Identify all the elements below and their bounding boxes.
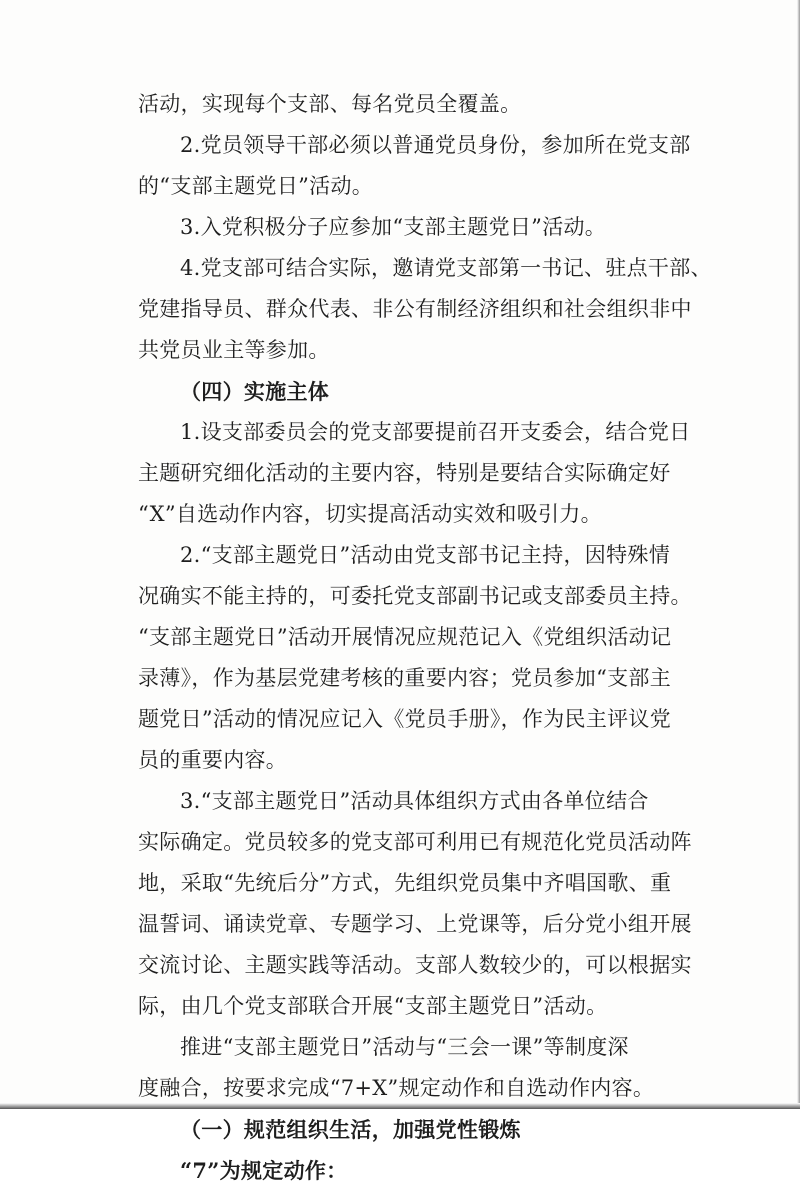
text-line: 录薄》，作为基层党建考核的重要内容；党员参加“支部主 (138, 666, 672, 690)
text-line: 度融合，按要求完成“7+X”规定动作和自选动作内容。 (138, 1076, 655, 1100)
section-heading: （四）实施主体 (180, 379, 330, 404)
text-line: 地，采取“先统后分”方式，先组织党员集中齐唱国歌、重 (138, 871, 672, 895)
document-body (138, 84, 712, 1191)
text-line: 3.入党积极分子应参加“支部主题党日”活动。 (180, 215, 607, 239)
text-line: 况确实不能主持的，可委托党支部副书记或支部委员主持。 (138, 584, 692, 608)
text-line: 4.党支部可结合实际，邀请党支部第一书记、驻点干部、 (180, 256, 712, 280)
text-line: 题党日”活动的情况应记入《党员手册》，作为民主评议党 (138, 707, 672, 731)
text-line: 活动，实现每个支部、每名党员全覆盖。 (138, 92, 522, 116)
text-line: “支部主题党日”活动开展情况应规范记入《党组织活动记 (138, 625, 672, 649)
text-line: 员的重要内容。 (138, 748, 288, 772)
text-line: 2.党员领导干部必须以普通党员身份，参加所在党支部 (180, 133, 691, 157)
section-heading: “7”为规定动作： (180, 1158, 348, 1183)
text-line: 主题研究细化活动的主要内容，特别是要结合实际确定好 (138, 461, 671, 485)
text-line: 党建指导员、群众代表、非公有制经济组织和社会组织非中 (138, 297, 692, 321)
section-heading: （一）规范组织生活，加强党性锻炼 (180, 1117, 521, 1142)
text-line: 3.“支部主题党日”活动具体组织方式由各单位结合 (180, 789, 649, 813)
text-line: 际，由几个党支部联合开展“支部主题党日”活动。 (138, 994, 608, 1018)
scan-edge-bottom (0, 1103, 800, 1109)
text-line: 温誓词、诵读党章、专题学习、上党课等，后分党小组开展 (138, 912, 692, 936)
text-line: 实际确定。党员较多的党支部可利用已有规范化党员活动阵 (138, 830, 692, 854)
text-line: 1.设支部委员会的党支部要提前召开支委会，结合党日 (180, 420, 691, 444)
text-line: 的“支部主题党日”活动。 (138, 174, 374, 198)
text-line: 共党员业主等参加。 (138, 338, 330, 362)
text-line: 2.“支部主题党日”活动由党支部书记主持，因特殊情 (180, 543, 671, 567)
text-line: 推进“支部主题党日”活动与“三会一课”等制度深 (180, 1035, 629, 1059)
text-line: “X”自选动作内容，切实提高活动实效和吸引力。 (138, 502, 602, 526)
text-line: 交流讨论、主题实践等活动。支部人数较少的，可以根据实 (138, 953, 692, 977)
